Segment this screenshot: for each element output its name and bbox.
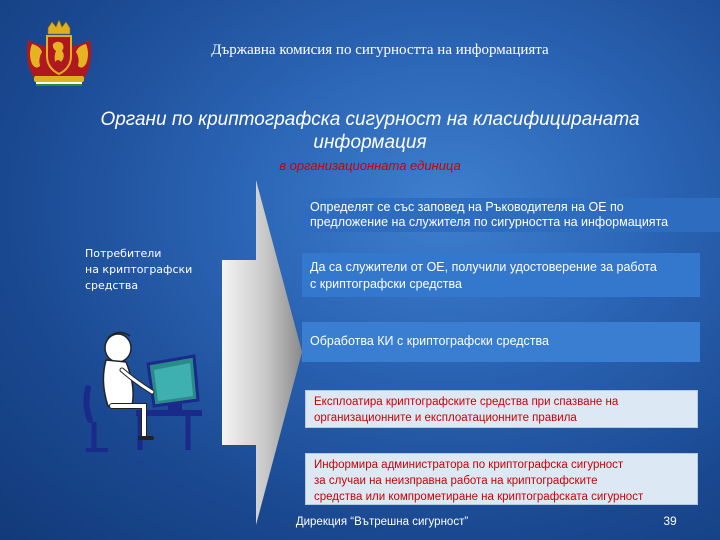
users-label-line-2: на криптографски — [85, 263, 193, 276]
definition-line-1: Определят се със заповед на Ръководителя на ОЕ по — [310, 200, 624, 214]
inform-line-2: за случаи на неизправна работа на криптографските — [314, 475, 598, 487]
definition-line-2: предложение на служителя по сигурността на информацията — [310, 215, 669, 229]
requirement-box — [302, 253, 700, 297]
title-line-2: информация — [313, 132, 427, 153]
users-label-line-3: средства — [85, 279, 139, 292]
inform-box — [305, 453, 698, 505]
processing-line-1: Обработва КИ с криптографски средства — [310, 334, 549, 348]
page-number: 39 — [663, 514, 677, 528]
operation-line-2: организационните и експлоатационните правила — [314, 412, 577, 424]
operation-line-1: Експлоатира криптографските средства при спазване на — [314, 396, 619, 408]
requirement-line-1: Да са служители от ОЕ, получили удостоверение за работа — [310, 260, 657, 274]
inform-line-3: средства или компрометиране на криптографската сигурност — [314, 491, 644, 503]
users-label — [85, 246, 215, 294]
page-subtitle: в организационната единица — [279, 158, 461, 173]
arrow-shape — [222, 180, 302, 525]
users-label-line-1: Потребители — [85, 247, 162, 260]
person-at-computer-icon — [82, 326, 212, 454]
processing-box — [302, 322, 700, 362]
footer-directorate: Дирекция “Вътрешна сигурност” — [295, 516, 469, 528]
inform-line-1: Информира администратора по криптографска сигурност — [314, 459, 624, 471]
organization-title: Държавна комисия по сигурността на информацията — [211, 42, 549, 58]
operation-box — [305, 390, 698, 428]
page-title — [60, 108, 680, 154]
definition-box — [302, 198, 720, 232]
coat-of-arms-icon — [20, 18, 98, 86]
title-line-1: Органи по криптографска сигурност на класифицираната — [100, 109, 640, 130]
requirement-line-2: с криптографски средства — [310, 277, 462, 291]
